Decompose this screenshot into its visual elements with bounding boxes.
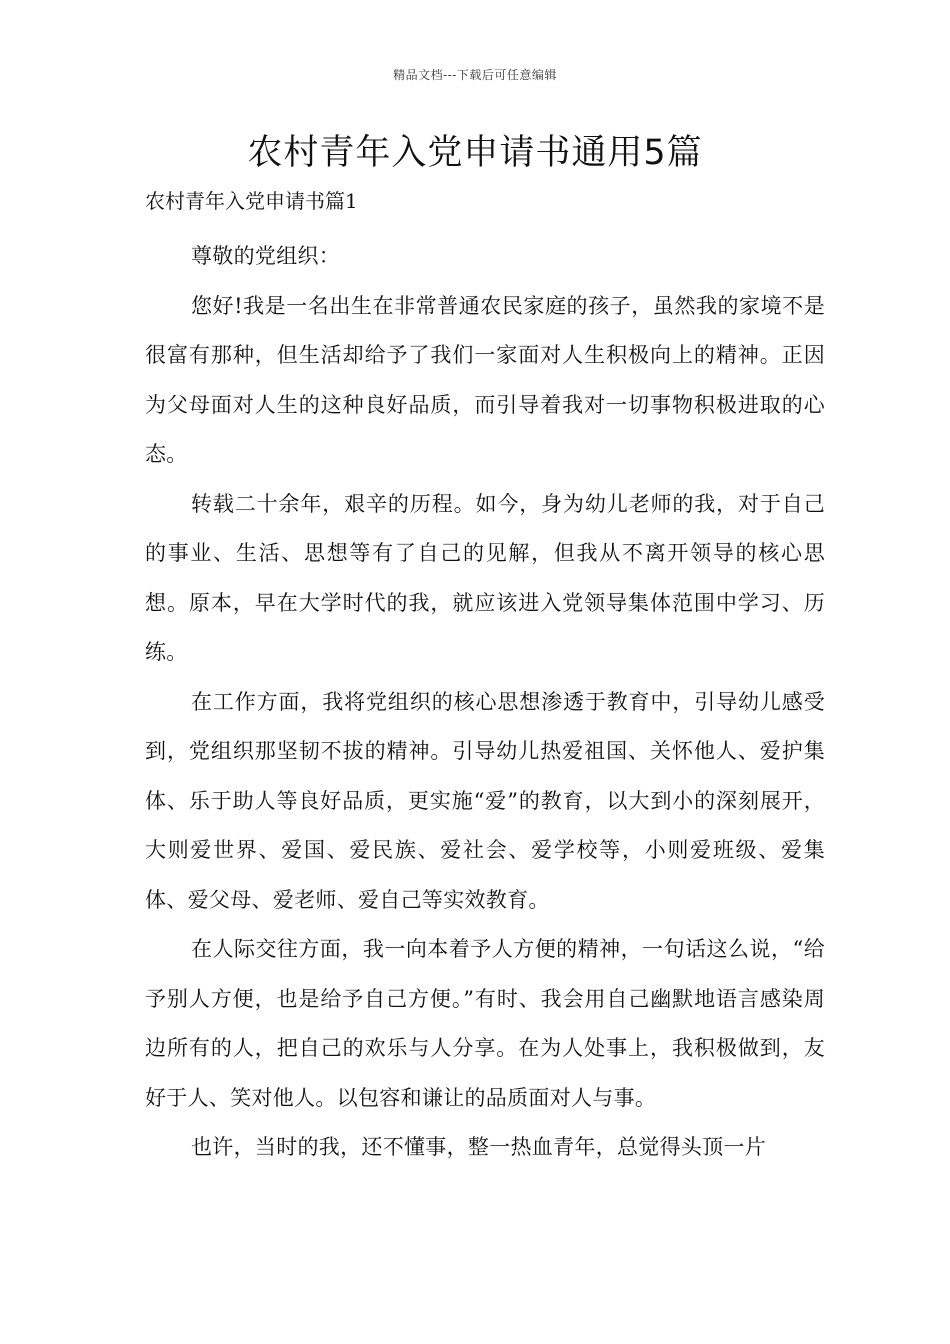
document-title: 农村青年入党申请书通用5篇 [247, 133, 703, 173]
paragraph-family: 您好!我是一名出生在非常普通农民家庭的孩子，虽然我的家境不是很富有那种，但生活却给予了我们一家面对人生积极向上的精神。正因为父母面对人生的这种良好品质，而引导着我对一切事物积极进取的心态。 [145, 293, 825, 466]
paragraph-work: 在工作方面，我将党组织的核心思想渗透于教育中，引导幼儿感受到，党组织那坚韧不拔的精神。引导幼儿热爱祖国、关怀他人、爱护集体、乐于助人等良好品质，更实施“爱”的教育，以大到小的深刻展开，大则爱世界、爱国、爱民族、爱社会、爱学校等，小则爱班级、爱集体、爱父母、爱老师、爱自己等实效教育。 [145, 689, 825, 912]
paragraph-salutation: 尊敬的党组织： [191, 244, 341, 268]
paragraph-career: 转载二十余年，艰辛的历程。如今，身为幼儿老师的我，对于自己的事业、生活、思想等有了自己的见解，但我从不离开领导的核心思想。原本，早在大学时代的我，就应该进入党领导集体范围中学习、历练。 [145, 491, 825, 664]
header-note: 精品文档---下载后可任意编辑 [393, 68, 557, 82]
section-heading: 农村青年入党申请书篇1 [145, 189, 358, 213]
paragraph-reflection: 也许，当时的我，还不懂事，整一热血青年，总觉得头顶一片 [191, 1135, 767, 1159]
body-text [145, 232, 825, 1173]
paragraph-interpersonal: 在人际交往方面，我一向本着予人方便的精神，一句话这么说，“给予别人方便，也是给予自己方便。”有时、我会用自己幽默地语言感染周边所有的人，把自己的欢乐与人分享。在为人处事上，我积极做到，友好于人、笑对他人。以包容和谦让的品质面对人与事。 [145, 937, 825, 1110]
